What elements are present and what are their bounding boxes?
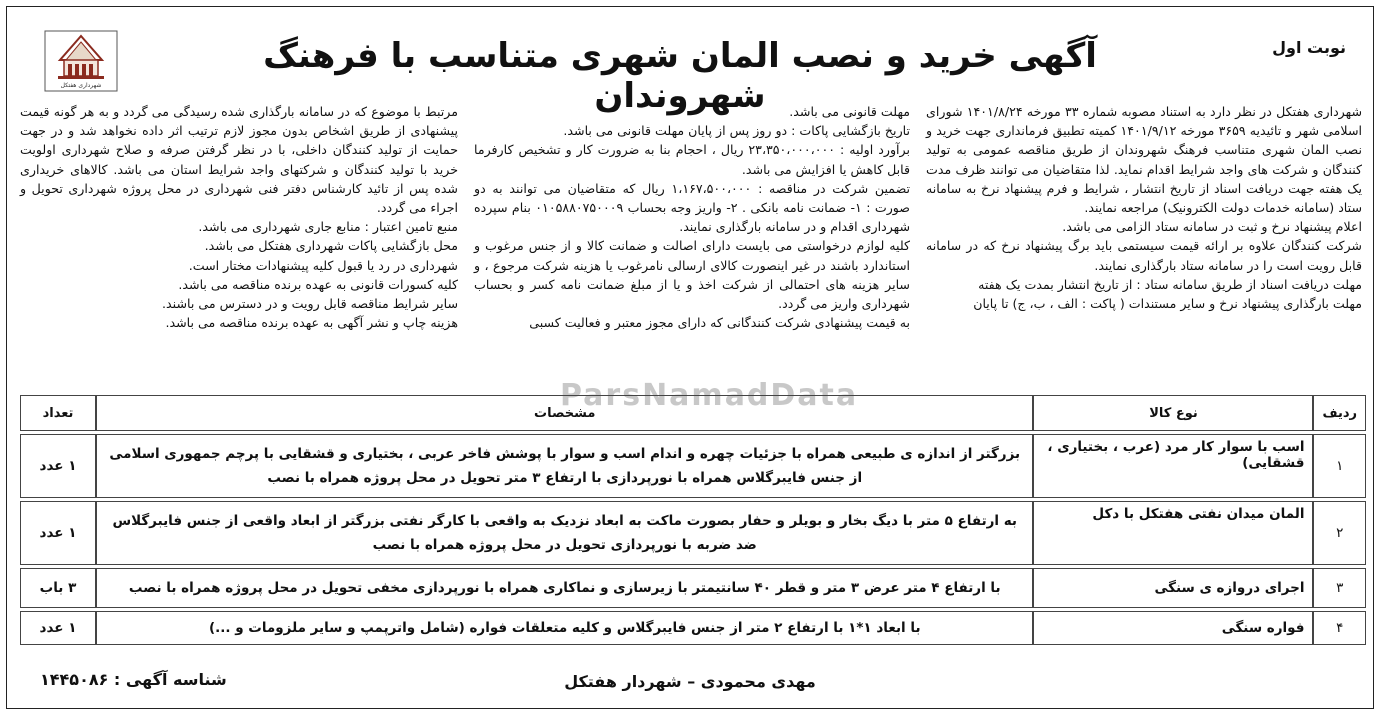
item-type: اجرای دروازه ی سنگی	[1033, 568, 1313, 608]
paragraph: اعلام پیشنهاد نرخ و ثبت در سامانه ستاد الزامی می باشد.	[1062, 219, 1362, 235]
paragraph: مهلت قانونی می باشد.	[789, 104, 910, 119]
svg-text:شهرداری هفتکل: شهرداری هفتکل	[60, 82, 102, 89]
municipality-logo-icon	[44, 30, 118, 92]
paragraph: هزینه چاپ و نشر آگهی به عهده برنده مناقصه می باشد.	[165, 315, 458, 331]
item-type: اسب با سوار کار مرد (عرب ، بختیاری ، قشقایی)	[1033, 434, 1313, 498]
item-quantity: ۱ عدد	[20, 501, 96, 565]
paragraph: تاریخ بازگشایی پاکات : دو روز پس از پایان مهلت قانونی می باشد.	[563, 123, 910, 139]
table-header-row	[20, 395, 1366, 431]
header-row-number: ردیف	[1313, 395, 1366, 431]
signature: مهدی محمودی – شهردار هفتکل	[564, 672, 816, 691]
row-number: ۴	[1313, 611, 1366, 645]
header-item-type: نوع کالا	[1033, 395, 1313, 431]
header-quantity: تعداد	[20, 395, 96, 431]
row-number: ۲	[1313, 501, 1366, 565]
item-quantity: ۱ عدد	[20, 611, 96, 645]
items-table	[20, 392, 1366, 648]
item-quantity: ۱ عدد	[20, 434, 96, 498]
table-row	[20, 501, 1366, 565]
paragraph: سایر شرایط مناقصه قابل رویت و در دسترس می باشند.	[162, 296, 458, 312]
paragraph: کلیه کسورات قانونی به عهده برنده مناقصه می باشد.	[178, 276, 458, 292]
paragraph: شرکت کنندگان علاوه بر ارائه قیمت سیستمی باید برگ پیشنهاد نرخ که در سامانه قابل رویت است را در سامانه ستاد بارگذاری نمایند.	[926, 238, 1362, 273]
paragraph: شهرداری هفتکل در نظر دارد به استناد مصوبه شماره ۳۳ مورخه ۱۴۰۱/۸/۲۴ شورای اسلامی شهر و تائیدیه ۳۶۵۹ مورخه ۱۴۰۱/۹/۱۲ کمیته تطبیق فرمانداری جهت خرید و نصب المان شهری متناسب فرهنگ شهروندان از طریق مناقصه عمومی به تولید کنندگان و شرکت های واجد شرایط اقدام نماید. لذا متقاضیان می توانند ظرف مدت یک هفته جهت دریافت اسناد از تاریخ انتشار ، شرایط و فرم پیشنهاد نرخ به سامانه ستاد (سامانه خدمات دولت الکترونیک) مراجعه نمایند.	[926, 104, 1362, 216]
paragraph: شهرداری در رد یا قبول کلیه پیشنهادات مختار است.	[188, 257, 458, 273]
paragraph: برآورد اولیه : ۲۳،۳۵۰،۰۰۰،۰۰۰ ریال ، احجام بنا به ضرورت کار و تشخیص کارفرما قابل کاهش یا افزایش می باشد.	[474, 142, 910, 177]
announcement-body	[20, 102, 1362, 368]
table-row	[20, 568, 1366, 608]
item-quantity: ۳ باب	[20, 568, 96, 608]
item-specification: با ابعاد ۱*۱ با ارتفاع ۲ متر از جنس فایبرگلاس و کلیه متعلقات فواره (شامل واترپمپ و سایر ملزومات و ...)	[96, 611, 1033, 645]
round-label: نوبت اول	[1272, 38, 1346, 57]
paragraph: مهلت دریافت اسناد از طریق سامانه ستاد : از تاریخ انتشار بمدت یک هفته	[978, 276, 1362, 292]
paragraph: محل بازگشایی پاکات شهرداری هفتکل می باشد.	[204, 238, 458, 254]
paragraph: کلیه لوازم درخواستی می بایست دارای اصالت و ضمانت کالا و از جنس مرغوب و استاندارد باشند در غیر اینصورت کالای ارسالی نامرغوب یا هزینه شرکت مرجوع ، و سایر هزینه های احتمالی از شرکت اخذ و یا از مبلغ ضمانت نامه کسر و بحساب شهرداری واریز می گردد.	[474, 238, 910, 312]
announcement-column-3	[20, 102, 458, 332]
paragraph: مهلت بارگذاری پیشنهاد نرخ و سایر مستندات ( پاکت : الف ، ب، ج) تا پایان	[973, 296, 1362, 312]
table-row	[20, 611, 1366, 645]
paragraph: تضمین شرکت در مناقصه : ۱،۱۶۷،۵۰۰،۰۰۰ ریال که متقاضیان می توانند به دو صورت : ۱- ضمانت نامه بانکی . ۲- واریز وجه بحساب ۰۱۰۵۸۸۰۷۵۰۰۰۹ بنام سپرده شهرداری اقدام و در سامانه بارگذاری نمایند.	[474, 180, 911, 235]
announcement-column-2	[474, 102, 910, 332]
row-number: ۱	[1313, 434, 1366, 498]
item-specification: بزرگتر از اندازه ی طبیعی همراه با جزئیات چهره و اندام اسب و سوار با پوشش فاخر عربی ، بختیاری و قشقایی با پرچم جمهوری اسلامی از جنس فایبرگلاس همراه با نورپردازی با ارتفاع ۳ متر تحویل در محل پروژه همراه با نصب	[96, 434, 1033, 498]
row-number: ۳	[1313, 568, 1366, 608]
paragraph: منبع تامین اعتبار : منابع جاری شهرداری می باشد.	[198, 219, 458, 235]
paragraph: به قیمت پیشنهادی شرکت کنندگانی که دارای مجوز معتبر و فعالیت کسبی	[529, 315, 910, 331]
item-type: فواره سنگی	[1033, 611, 1313, 645]
ad-id: شناسه آگهی : ۱۴۴۵۰۸۶	[40, 670, 227, 689]
page-title: آگهی خرید و نصب المان شهری متناسب با فرهنگ شهروندان	[263, 36, 1097, 116]
paragraph: مرتبط با موضوع که در سامانه بارگذاری شده رسیدگی می گردد و به هر گونه قیمت پیشنهادی از طریق اشخاص بدون مجوز لازم ترتیب اثر داده نخواهد شد و در جهت حمایت از تولید کنندگان داخلی، با در نظر گرفتن صرفه و صلاح شهرداری اولویت خرید با تولید کنندگان و شرکتهای واجد شرایط استان می باشد. کالاهای خریداری شده پس از تائید کارشناس دفتر فنی شهرداری در محل پروژه شهرداری تحویل و اجراء می گردد.	[20, 104, 458, 216]
announcement-column-1	[926, 102, 1362, 313]
item-type: المان میدان نفتی هفتکل با دکل	[1033, 501, 1313, 565]
watermark: ParsNamadData	[560, 378, 859, 413]
header-specifications: مشخصات	[96, 395, 1033, 431]
item-specification: به ارتفاع ۵ متر با دیگ بخار و بویلر و حفار بصورت ماکت به ابعاد نزدیک به واقعی با کارگر نفتی بزرگتر از ابعاد واقعی از جنس فایبرگلاس ضد ضربه با نورپردازی تحویل در محل پروژه همراه با نصب	[96, 501, 1033, 565]
table-row	[20, 434, 1366, 498]
item-specification: با ارتفاع ۴ متر عرض ۳ متر و قطر ۴۰ سانتیمتر با زیرسازی و نماکاری همراه با نورپردازی مخفی تحویل در محل پروژه همراه با نصب	[96, 568, 1033, 608]
